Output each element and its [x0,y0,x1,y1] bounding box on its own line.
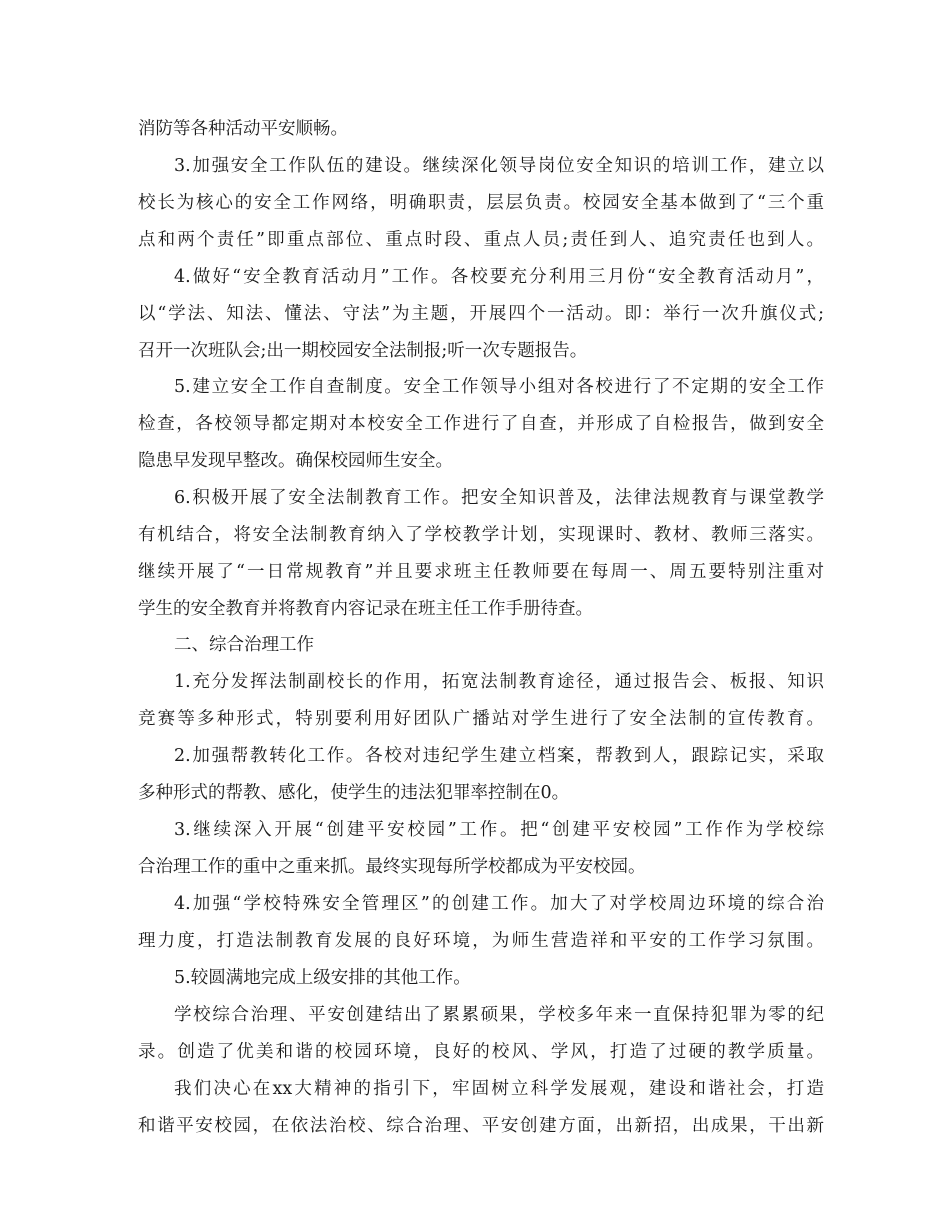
text-line: 3.继续深入开展“创建平安校园”工作。把“创建平安校园”工作作为学校综 [174,820,824,840]
text-line: 学校综合治理、平安创建结出了累累硕果，学校多年来一直保持犯罪为零的纪 [174,1005,824,1025]
text-line: 学生的安全教育并将教育内容记录在班主任工作手册待查。 [138,599,593,619]
text-line: 隐患早发现早整改。确保校园师生安全。 [138,451,453,471]
text-line: 5.较圆满地完成上级安排的其他工作。 [174,968,471,988]
text-line: 理力度，打造法制教育发展的良好环境，为师生营造祥和平安的工作学习氛围。 [138,931,824,951]
text-line: 我们决心在xx大精神的指引下，牢固树立科学发展观，建设和谐社会，打造 [174,1079,824,1099]
text-line: 1.充分发挥法制副校长的作用，拓宽法制教育途径，通过报告会、板报、知识 [174,672,824,692]
text-line: 检查，各校领导都定期对本校安全工作进行了自查，并形成了自检报告，做到安全 [138,414,824,434]
text-line: 召开一次班队会;出一期校园安全法制报;听一次专题报告。 [138,341,588,361]
text-line: 以“学法、知法、懂法、守法”为主题，开展四个一活动。即：举行一次升旗仪式; [138,304,824,324]
text-line: 多种形式的帮教、感化，使学生的违法犯罪率控制在0。 [138,783,570,803]
text-line: 竞赛等多种形式，特别要利用好团队广播站对学生进行了安全法制的宣传教育。 [138,709,824,729]
text-line: 校长为核心的安全工作网络，明确职责，层层负责。校园安全基本做到了“三个重 [138,193,824,213]
text-line: 5.建立安全工作自查制度。安全工作领导小组对各校进行了不定期的安全工作 [174,377,824,397]
text-line: 3.加强安全工作队伍的建设。继续深化领导岗位安全知识的培训工作，建立以 [174,156,824,176]
text-line: 合治理工作的重中之重来抓。最终实现每所学校都成为平安校园。 [138,857,646,877]
text-line: 4.加强“学校特殊安全管理区”的创建工作。加大了对学校周边环境的综合治 [174,894,824,914]
text-line: 4.做好“安全教育活动月”工作。各校要充分利用三月份“安全教育活动月”， [174,267,824,287]
text-line: 点和两个责任”即重点部位、重点时段、重点人员;责任到人、追究责任也到人。 [138,230,824,250]
text-line: 6.积极开展了安全法制教育工作。把安全知识普及，法律法规教育与课堂教学 [174,488,824,508]
text-line: 有机结合，将安全法制教育纳入了学校教学计划，实现课时、教材、教师三落实。 [138,525,824,545]
text-line: 录。创造了优美和谐的校园环境，良好的校风、学风，打造了过硬的教学质量。 [138,1042,824,1062]
text-line: 和谐平安校园，在依法治校、综合治理、平安创建方面，出新招，出成果，干出新 [138,1116,824,1136]
text-line: 消防等各种活动平安顺畅。 [138,119,348,139]
text-line: 继续开展了“一日常规教育”并且要求班主任教师要在每周一、周五要特别注重对 [138,562,824,582]
text-line: 2.加强帮教转化工作。各校对违纪学生建立档案，帮教到人，跟踪记实，采取 [174,746,824,766]
section-heading: 二、综合治理工作 [174,635,314,655]
